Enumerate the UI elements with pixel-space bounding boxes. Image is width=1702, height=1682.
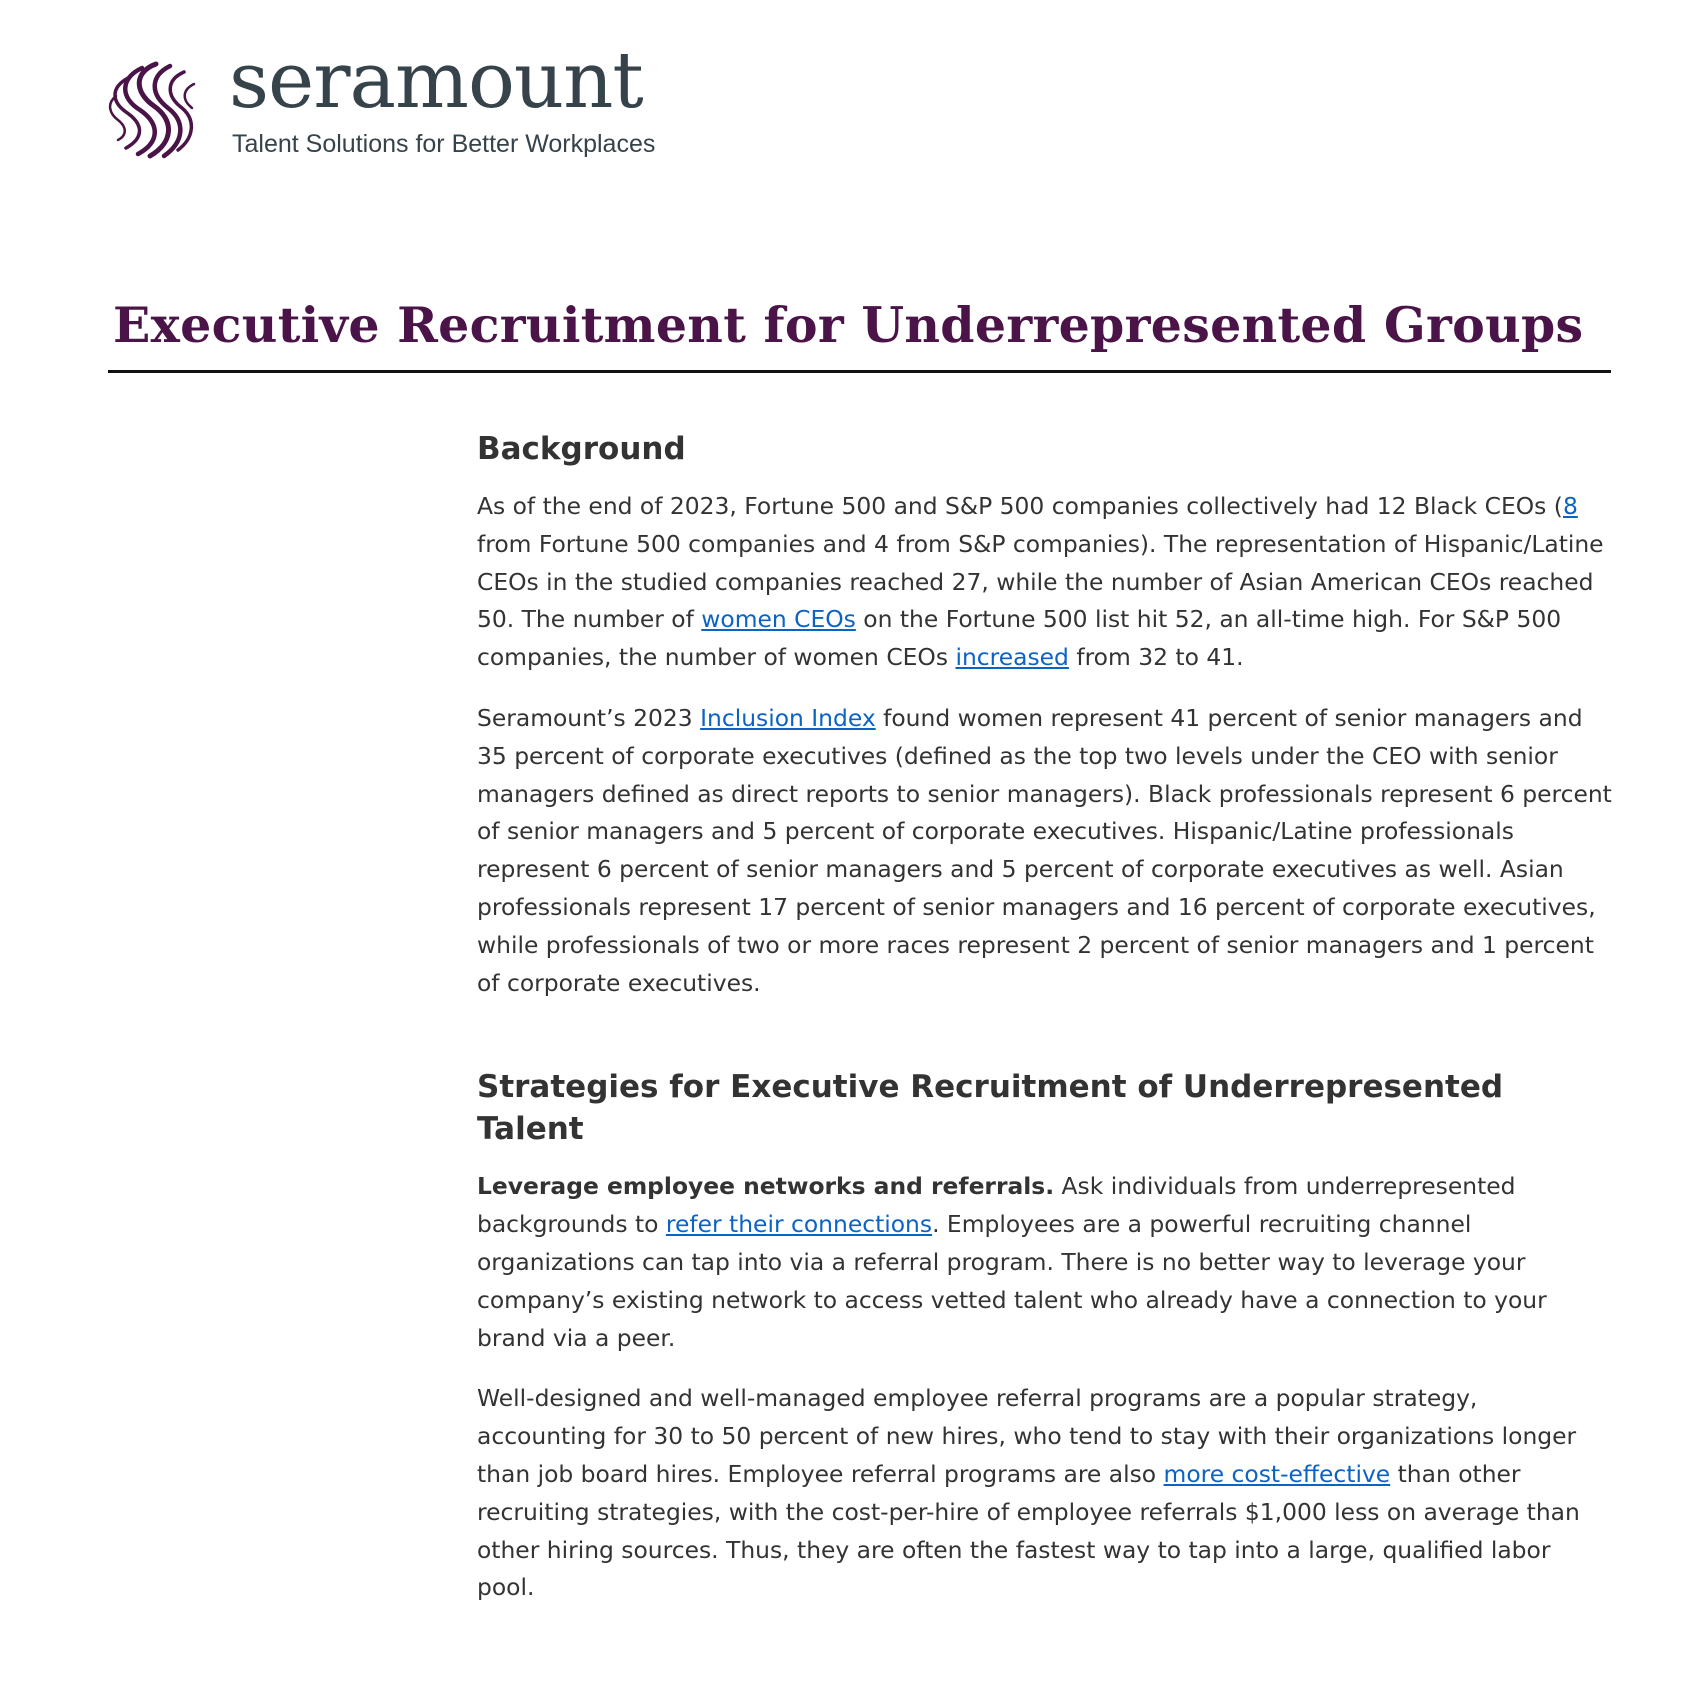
text: found women represent 41 percent of senior managers and 35 percent of corporate executives (defined as the top two levels under the CEO with senior managers defined as direct reports to senior managers). Black professionals represent 6 percent of senior managers and 5 percent of corporate executives. Hispanic/Latine professionals represent 6 percent of senior managers and 5 percent of corporate executives as well. Asian professionals represent 17 percent of senior managers and 16 percent of corporate executives, while professionals of two or more races represent 2 percent of senior managers and 1 percent of corporate executives.	[477, 703, 1612, 997]
logo-swirl-icon	[104, 58, 204, 162]
link-inclusion-index[interactable]: Inclusion Index	[700, 703, 876, 732]
text: from 32 to 41.	[1068, 643, 1244, 672]
logo-tagline: Talent Solutions for Better Workplaces	[232, 130, 656, 158]
text: Well-designed and well-managed employee referral programs are a popular strategy, accounting for 30 to 50 percent of new hires, who tend to stay with their organizations longer than job board hires. Employee referral programs are also	[477, 1384, 1577, 1488]
link-more-cost-effective[interactable]: more cost-effective	[1163, 1459, 1391, 1488]
paragraph	[477, 1380, 1612, 1607]
section-heading-strategies: Strategies for Executive Recruitment of Underrepresented Talent	[477, 1069, 1504, 1148]
link-refer-their-connections[interactable]: refer their connections	[665, 1210, 933, 1239]
lead-in-bold: Leverage employee networks and referrals.	[477, 1172, 1055, 1201]
text: Ask individuals from underrepresented backgrounds to	[477, 1172, 1516, 1239]
logo-wordmark: seramount	[229, 36, 643, 126]
section-heading-background: Background	[477, 431, 686, 467]
title-divider	[108, 370, 1611, 373]
paragraph	[477, 1168, 1612, 1357]
text: from Fortune 500 companies and 4 from S&P companies). The representation of Hispanic/Latine CEOs in the studied companies reached 27, while the number of Asian American CEOs reached 50. The number of	[477, 529, 1604, 634]
text: As of the end of 2023, Fortune 500 and S&P 500 companies collectively had 12 Black CEOs (	[477, 492, 1563, 520]
text: Seramount’s 2023	[477, 703, 701, 732]
article-body	[477, 428, 1612, 1630]
link-women-ceos[interactable]: women CEOs	[701, 605, 856, 634]
seramount-logo	[104, 36, 704, 166]
paragraph	[477, 700, 1612, 1002]
link-increased[interactable]: increased	[955, 643, 1069, 672]
text: on the Fortune 500 list hit 52, an all-time high. For S&P 500 companies, the number of women CEOs	[477, 605, 1562, 672]
page-title: Executive Recruitment for Underrepresented Groups	[113, 296, 1584, 354]
text: than other recruiting strategies, with the cost-per-hire of employee referrals $1,000 less on average than other hiring sources. Thus, they are often the fastest way to tap into a large, qualified labor pool.	[477, 1459, 1580, 1602]
link-8[interactable]: 8	[1562, 492, 1578, 520]
text: . Employees are a powerful recruiting channel organizations can tap into via a referral program. There is no better way to leverage your company’s existing network to access vetted talent who already have a connection to your brand via a peer.	[477, 1210, 1547, 1352]
paragraph	[477, 488, 1612, 677]
